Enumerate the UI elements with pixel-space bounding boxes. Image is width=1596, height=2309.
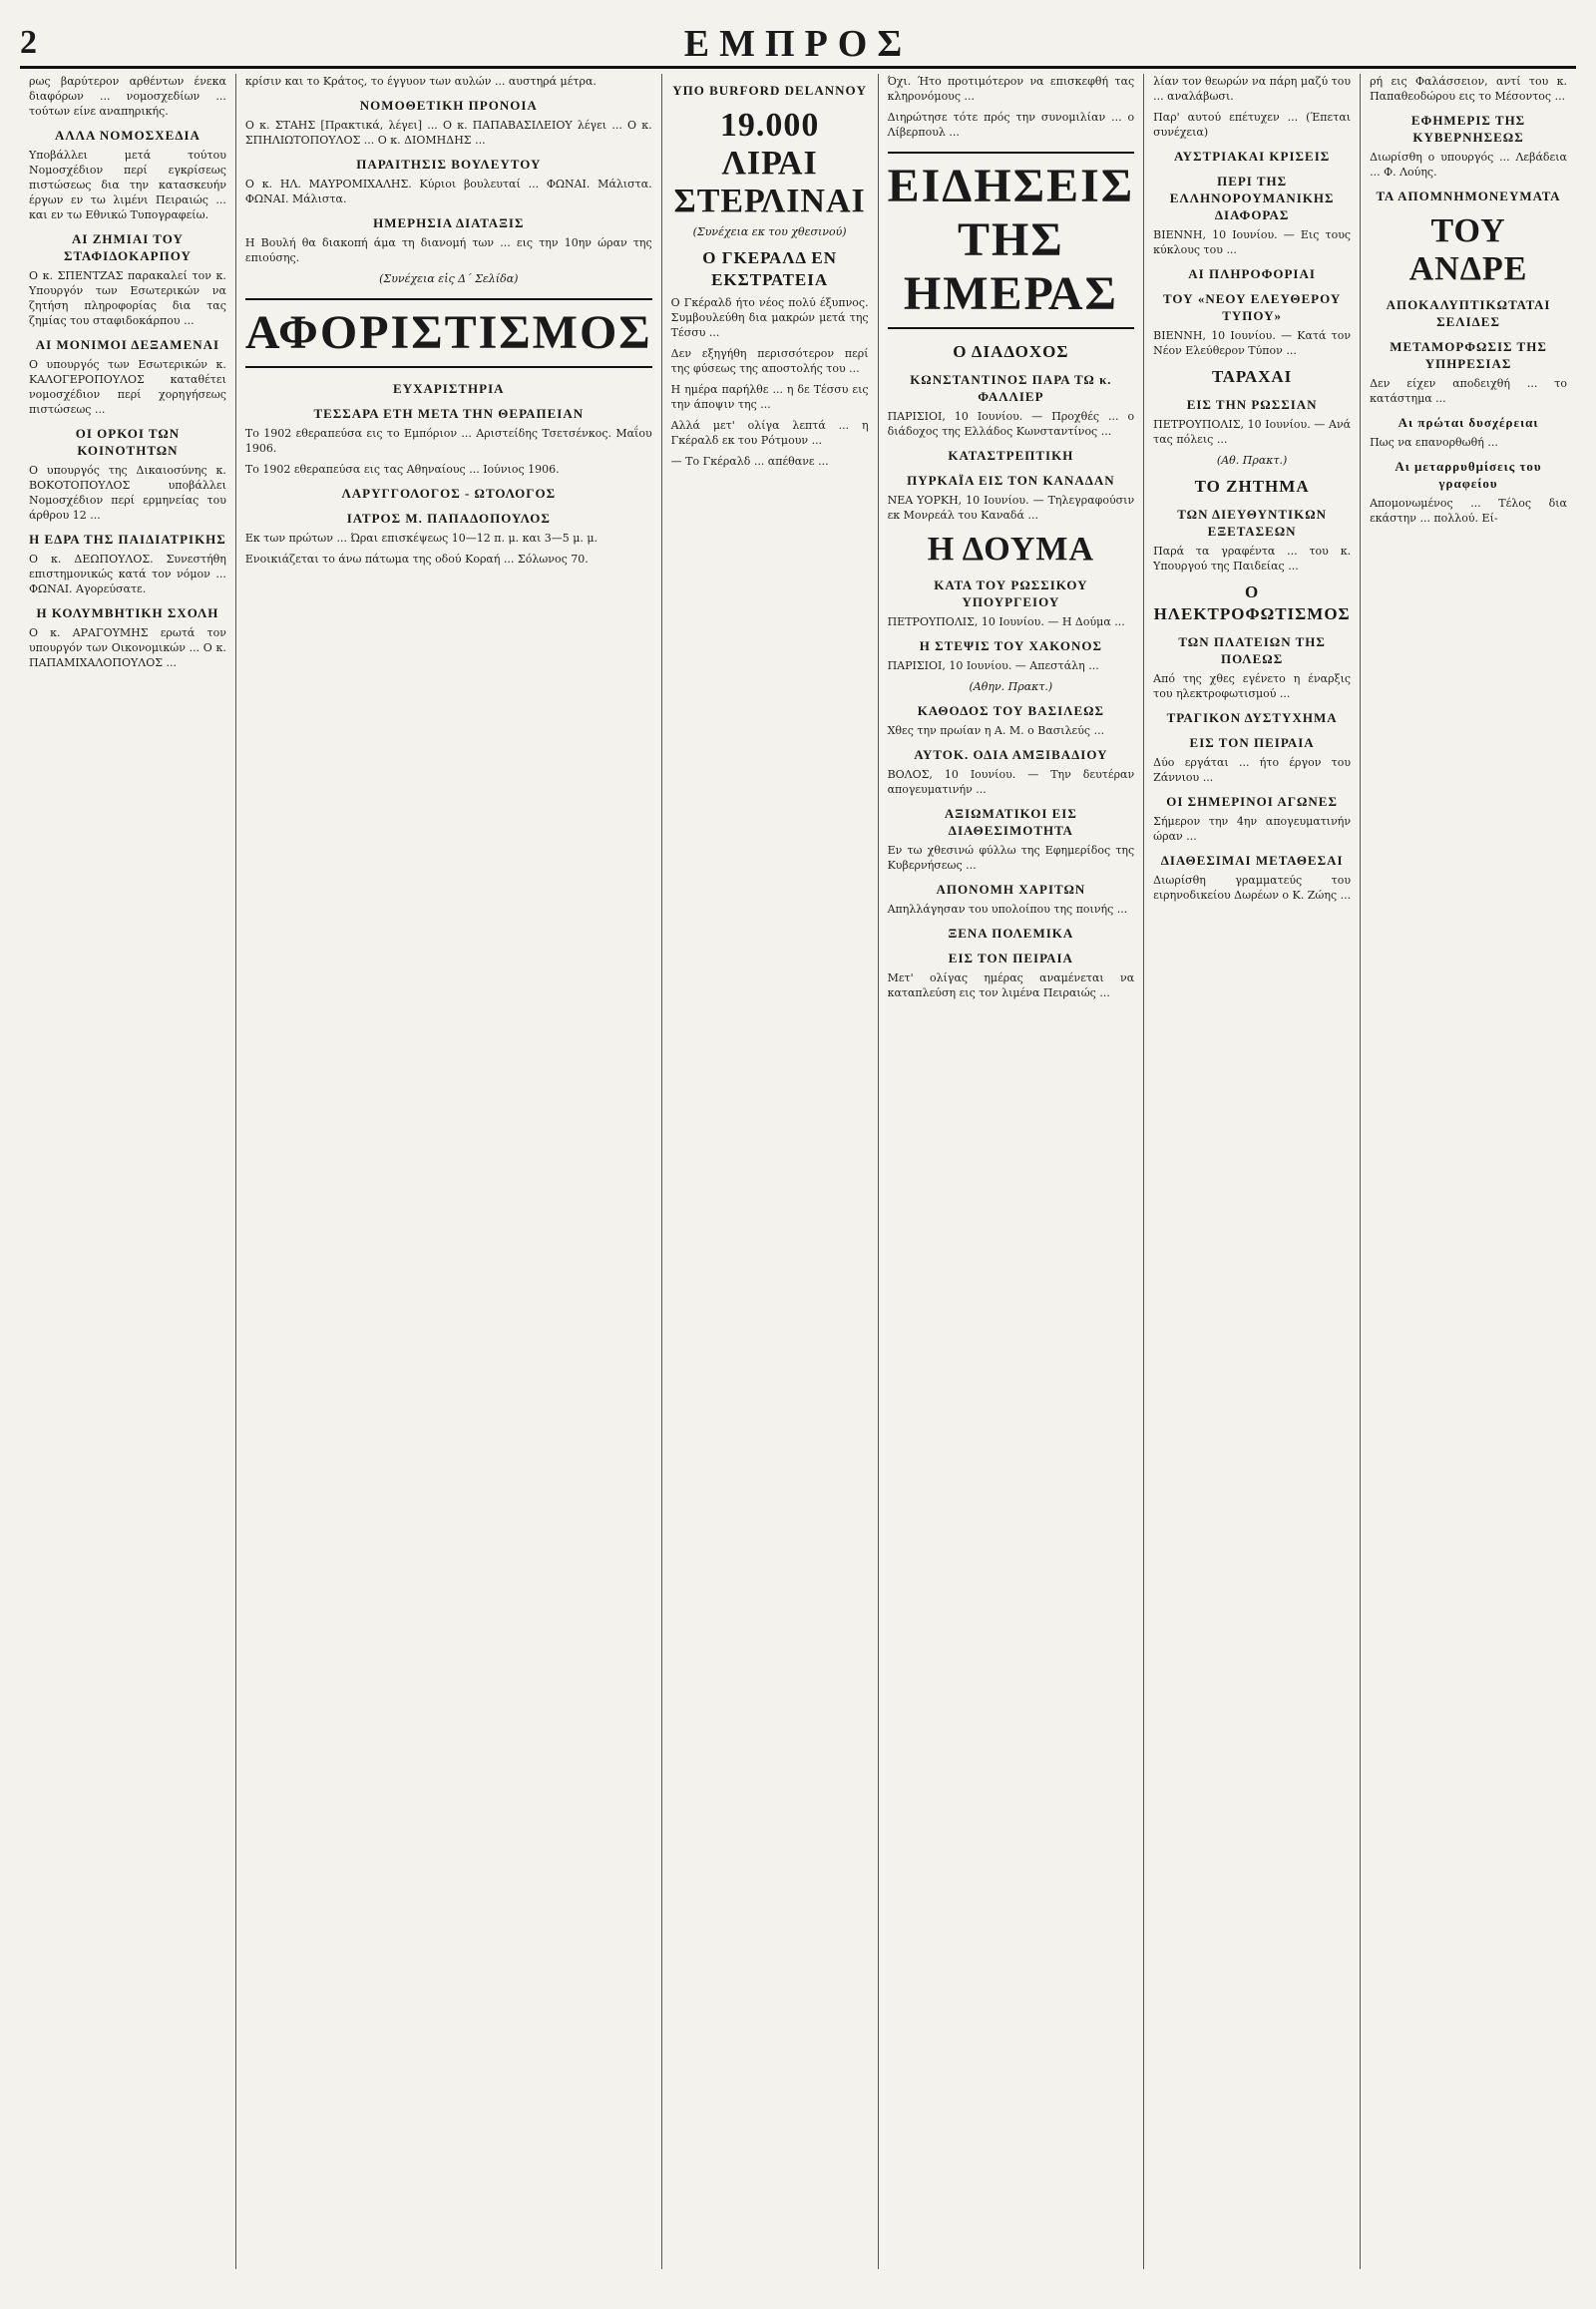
article-text: Αλλά μετ' ολίγα λεπτά ... η Γκέραλδ εκ του Ρότμουν ...	[670, 419, 869, 447]
article-text: ΠΑΡΙΣΙΟΙ, 10 Ιουνίου. — Προχθές ... ο διάδοχος της Ελλάδος Κωνσταντίνος ...	[887, 410, 1135, 438]
article-text: Ο κ. ΔΕΩΠΟΥΛΟΣ. Συνεστήθη επιστημονικώς κατά τον νόμον ... ΦΩΝΑΙ. Αγορεύσατε.	[29, 553, 226, 595]
article-text: Απηλλάγησαν του υπολοίπου της ποινής ...	[887, 903, 1128, 916]
subheading: ΕΦΗΜΕΡΙΣ ΤΗΣ ΚΥΒΕΡΝΗΣΕΩΣ	[1410, 113, 1526, 145]
article-text: Ο κ. ΗΛ. ΜΑΥΡΟΜΙΧΑΛΗΣ. Κύριοι βουλευταί ... ΦΩΝΑΙ. Μάλιστα. ΦΩΝΑΙ. Μάλιστα.	[244, 178, 652, 205]
article-text: Παρ' αυτού επέτυχεν ... (Έπεται συνέχεια)	[1153, 111, 1352, 139]
article-text: ΠΕΤΡΟΥΠΟΛΙΣ, 10 Ιουνίου. — Η Δούμα ...	[887, 615, 1125, 628]
article-text: Χθες την πρωίαν η Α. Μ. ο Βασιλεύς ...	[887, 724, 1105, 737]
masthead	[20, 20, 1576, 69]
subheading: ΕΙΣ ΤΗΝ ΡΩΣΣΙΑΝ	[1186, 397, 1318, 412]
subheading: ΜΕΤΑΜΟΡΦΩΣΙΣ ΤΗΣ ΥΠΗΡΕΣΙΑΣ	[1390, 339, 1547, 371]
subheading: ΔΙΑΘΕΣΙΜΑΙ ΜΕΤΑΘΕΣΑΙ	[1160, 853, 1344, 868]
subheading: ΑΙ ΖΗΜΙΑΙ ΤΟΥ ΣΤΑΦΙΔΟΚΑΡΠΟΥ	[64, 231, 192, 263]
subheading: ΑΞΙΩΜΑΤΙΚΟΙ ΕΙΣ ΔΙΑΘΕΣΙΜΟΤΗΤΑ	[944, 806, 1077, 838]
headline: 19.000 ΛΙΡΑΙ ΣΤΕΡΛΙΝΑΙ	[673, 107, 866, 219]
article-text: Δεν εξηγήθη περισσότερον περί της φύσεως της αποστολής του ...	[670, 347, 869, 375]
article-text: Υποβάλλει μετά τούτου Νομοσχέδιον περί εγκρίσεως πιστώσεως δια την κατασκευήν έργων εν τω λιμένι Πειραιώς ... και εν τω Εθνικώ Τυπογραφείω.	[29, 149, 226, 221]
article-text: Ο υπουργός της Δικαιοσύνης κ. ΒΟΚΟΤΟΠΟΥΛΟΣ υποβάλλει Νομοσχέδιον περί ερμηνείας του άρθρου 12 ...	[29, 464, 226, 522]
column-4	[879, 74, 1145, 2269]
article-text: ΒΙΕΝΝΗ, 10 Ιουνίου. — Εις τους κύκλους του ...	[1153, 228, 1352, 256]
subheading: ΠΕΡΙ ΤΗΣ ΕΛΛΗΝΟΡΟΥΜΑΝΙΚΗΣ ΔΙΑΦΟΡΑΣ	[1169, 174, 1335, 222]
article-text: κρίσιν και το Κράτος, το έγγυον των αυλών ... αυστηρά μέτρα.	[244, 75, 597, 88]
subheading: ΕΙΣ ΤΟΝ ΠΕΙΡΑΙΑ	[1189, 735, 1315, 750]
subheading: Η ΚΟΛΥΜΒΗΤΙΚΗ ΣΧΟΛΗ	[36, 605, 219, 620]
subheading: ΚΩΝΣΤΑΝΤΙΝΟΣ ΠΑΡΑ ΤΩ κ. ΦΑΛΛΙΕΡ	[910, 372, 1112, 404]
page-number: 2	[20, 24, 37, 61]
section-banner: ΕΙΔΗΣΕΙΣ ΤΗΣ ΗΜΕΡΑΣ	[888, 152, 1135, 329]
headline: Ο ΗΛΕΚΤΡΟΦΩΤΙΣΜΟΣ	[1153, 582, 1351, 623]
subheading: ΚΑΤΑ ΤΟΥ ΡΩΣΣΙΚΟΥ ΥΠΟΥΡΓΕΙΟΥ	[934, 577, 1088, 609]
article-text: ΠΑΡΙΣΙΟΙ, 10 Ιουνίου. — Απεστάλη ...	[887, 659, 1099, 672]
article-text: λίαν τον θεωρών να πάρη μαζύ του ... αναλάβωσι.	[1153, 75, 1352, 103]
subheading: ΟΙ ΟΡΚΟΙ ΤΩΝ ΚΟΙΝΟΤΗΤΩΝ	[75, 426, 181, 458]
article-text: Διωρίσθη ο υπουργός ... Λεβάδεια ... Φ. Λούης.	[1370, 151, 1567, 179]
article-text: Δεν είχεν αποδειχθή ... το κατάστημα ...	[1370, 377, 1567, 405]
article-text: ΒΟΛΟΣ, 10 Ιουνίου. — Την δευτέραν απογευματινήν ...	[887, 768, 1135, 796]
article-text: ρως βαρύτερον αρθέντων ένεκα διαφόρων ... νομοσχεδίων ... τούτων είνε αναπηρικής.	[29, 75, 226, 118]
article-text: Ο κ. ΑΡΑΓΟΥΜΗΣ ερωτά τον υπουργόν των Οικονομικών ... Ο κ. ΠΑΠΑΜΙΧΑΛΟΠΟΥΛΟΣ ...	[29, 626, 226, 669]
article-note: (Συνέχεια εἰς Δ΄ Σελίδα)	[379, 272, 519, 285]
subheading: ΤΩΝ ΔΙΕΥΘΥΝΤΙΚΩΝ ΕΞΕΤΑΣΕΩΝ	[1177, 507, 1327, 539]
subheading: Η ΣΤΕΨΙΣ ΤΟΥ ΧΑΚΟΝΟΣ	[919, 638, 1102, 653]
column-5	[1144, 74, 1361, 2269]
subheading: ΑΙ ΜΟΝΙΜΟΙ ΔΕΞΑΜΕΝΑΙ	[35, 337, 220, 352]
subheading: ΤΕΣΣΑΡΑ ΕΤΗ ΜΕΤΑ ΤΗΝ ΘΕΡΑΠΕΙΑΝ	[313, 406, 585, 421]
newspaper-title: ΕΜΠΡΟΣ	[683, 23, 913, 65]
subheading: ΑΠΟΝΟΜΗ ΧΑΡΙΤΩΝ	[936, 882, 1086, 897]
subheading: ΕΥΧΑΡΙΣΤΗΡΙΑ	[393, 381, 505, 396]
subheading: ΤΑ ΑΠΟΜΝΗΜΟΝΕΥΜΑΤΑ	[1376, 189, 1561, 203]
subheading: Αι πρώται δυσχέρειαι	[1397, 415, 1539, 430]
subheading: ΝΟΜΟΘΕΤΙΚΗ ΠΡΟΝΟΙΑ	[359, 98, 538, 113]
column-1	[20, 74, 236, 2269]
article-text: Απομονωμένος ... Τέλος δια εκάστην ... πολλού. Εί-	[1370, 497, 1567, 525]
column-6	[1361, 74, 1576, 2269]
article-text: Δύο εργάται ... ήτο έργον του Ζάννιου ...	[1153, 756, 1352, 784]
article-text: Μετ' ολίγας ημέρας αναμένεται να καταπλεύση εις τον λιμένα Πειραιώς ...	[887, 971, 1135, 999]
article-text: Εκ των πρώτων ... Ώραι επισκέψεως 10—12 π. μ. και 3—5 μ. μ.	[244, 532, 598, 545]
article-text: ρή εις Φαλάσσειον, αντί του κ. Παπαθεοδώρου εις το Μέσοντος ...	[1370, 75, 1567, 103]
article-text: Διηρώτησε τότε πρός την συνομιλίαν ... ο Λίβερπουλ ...	[887, 111, 1135, 139]
article-text: Η ημέρα παρήλθε ... η δε Τέσσυ εις την άποψιν της ...	[670, 383, 869, 411]
article-text: Διωρίσθη γραμματεύς του ειρηνοδικείου Δωρέων ο Κ. Ζώης ...	[1153, 874, 1352, 902]
headline: ΤΟ ΖΗΤΗΜΑ	[1194, 477, 1310, 496]
column-2	[236, 74, 662, 2269]
subheading: ΛΑΡΥΓΓΟΛΟΓΟΣ - ΩΤΟΛΟΓΟΣ	[341, 486, 557, 501]
subheading: Η ΕΔΡΑ ΤΗΣ ΠΑΙΔΙΑΤΡΙΚΗΣ	[29, 532, 226, 547]
article-text: Ενοικιάζεται το άνω πάτωμα της οδού Κοραή ... Σόλωνος 70.	[244, 553, 589, 566]
article-text: Παρά τα γραφέντα ... του κ. Υπουργού της Παιδείας ...	[1153, 545, 1352, 573]
article-text: Από της χθες εγένετο η έναρξις του ηλεκτροφωτισμού ...	[1153, 672, 1352, 700]
section-banner: ΑΦΟΡΙΣΤΙΣΜΟΣ	[245, 298, 652, 368]
subheading: ΑΛΛΑ ΝΟΜΟΣΧΕΔΙΑ	[54, 128, 200, 143]
headline: Η ΔΟΥΜΑ	[927, 531, 1095, 568]
subheading: ΑΙ ΠΛΗΡΟΦΟΡΙΑΙ	[1188, 266, 1316, 281]
article-note: (Συνέχεια εκ του χθεσινού)	[692, 225, 847, 238]
article-note: (Αθ. Πρακτ.)	[1216, 454, 1288, 467]
subheading: ΙΑΤΡΟΣ Μ. ΠΑΠΑΔΟΠΟΥΛΟΣ	[346, 511, 551, 526]
article-text: — Το Γκέραλδ ... απέθανε ...	[670, 455, 829, 468]
article-text: Ο κ. ΣΠΕΝΤΖΑΣ παρακαλεί τον κ. Υπουργόν των Εσωτερικών να ζητήση πληροφορίας δια τας ζημίας του σταφιδοκάρπου ...	[29, 269, 226, 327]
article-text: Όχι. Ήτο προτιμότερον να επισκεφθή τας κληρονόμους ...	[887, 75, 1135, 103]
article-text: ΠΕΤΡΟΥΠΟΛΙΣ, 10 Ιουνίου. — Ανά τας πόλεις ...	[1153, 418, 1352, 446]
article-text: ΒΙΕΝΝΗ, 10 Ιουνίου. — Κατά τον Νέον Ελεύθερον Τύπον ...	[1153, 329, 1352, 357]
subheading: ΤΩΝ ΠΛΑΤΕΙΩΝ ΤΗΣ ΠΟΛΕΩΣ	[1178, 634, 1326, 666]
headline: ΤΟΥ ΑΝΔΡΕ	[1408, 212, 1528, 287]
subheading: ΟΙ ΣΗΜΕΡΙΝΟΙ ΑΓΩΝΕΣ	[1166, 794, 1338, 809]
subheading: ΚΑΘΟΔΟΣ ΤΟΥ ΒΑΣΙΛΕΩΣ	[917, 703, 1105, 718]
subheading: ΠΑΡΑΙΤΗΣΙΣ ΒΟΥΛΕΥΤΟΥ	[356, 157, 542, 172]
article-text: Σήμερον την 4ην απογευματινήν ώραν ...	[1153, 815, 1352, 843]
subheading: ΞΕΝΑ ΠΟΛΕΜΙΚΑ	[948, 926, 1074, 941]
article-text: Εν τω χθεσινώ φύλλω της Εφημερίδος της Κυβερνήσεως ...	[887, 844, 1135, 872]
subheading: ΑΠΟΚΑΛΥΠΤΙΚΩΤΑΤΑΙ ΣΕΛΙΔΕΣ	[1386, 297, 1551, 329]
article-text: Ο Γκέραλδ ήτο νέος πολύ έξυπνος. Συμβουλεύθη δια μακρών μετά της Τέσσυ ...	[670, 296, 869, 339]
subheading: ΑΥΤΟΚ. ΟΔΙΑ ΑΜΞΙΒΑΔΙΟΥ	[914, 747, 1108, 762]
subheading: ΥΠΟ BURFORD DELANNOY	[672, 83, 868, 98]
subheading: ΚΑΤΑΣΤΡΕΠΤΙΚΗ	[948, 448, 1074, 463]
columns	[20, 74, 1576, 2269]
subheading: ΕΙΣ ΤΟΝ ΠΕΙΡΑΙΑ	[948, 951, 1073, 965]
article-text: Το 1902 εθεραπεύσα εις τας Αθηναίους ... Ιούνιος 1906.	[244, 463, 560, 476]
article-text: Η Βουλή θα διακοπή άμα τη διανομή των ... εις την 10ην ώραν της επιούσης.	[244, 236, 652, 264]
article-text: Το 1902 εθεραπεύσα εις το Εμπόριον ... Αριστείδης Τσετσένκος. Μαΐου 1906.	[244, 427, 652, 455]
headline: Ο ΓΚΕΡΑΛΔ ΕΝ ΕΚΣΤΡΑΤΕΙΑ	[702, 248, 838, 289]
subheading: ΑΥΣΤΡΙΑΚΑΙ ΚΡΙΣΕΙΣ	[1173, 149, 1331, 164]
headline: Ο ΔΙΑΔΟΧΟΣ	[953, 342, 1069, 361]
article-text: Ο κ. ΣΤΑΗΣ [Πρακτικά, λέγει] ... Ο κ. ΠΑΠΑΒΑΣΙΛΕΙΟΥ λέγει ... Ο κ. ΣΠΗΛΙΩΤΟΠΟΥΛΟΣ ... Ο κ. ΔΙΟΜΗΔΗΣ ...	[244, 119, 652, 147]
headline: ΤΑΡΑΧΑΙ	[1211, 367, 1293, 386]
subheading: ΗΜΕΡΗΣΙΑ ΔΙΑΤΑΞΙΣ	[373, 215, 525, 230]
subheading: ΤΟΥ «ΝΕΟΥ ΕΛΕΥΘΕΡΟΥ ΤΥΠΟΥ»	[1162, 291, 1342, 323]
article-text: Ο υπουργός των Εσωτερικών κ. ΚΑΛΟΓΕΡΟΠΟΥΛΟΣ καταθέτει νομοσχέδιον περί χορηγήσεως πιστώσεως ...	[29, 358, 226, 416]
newspaper-page	[20, 20, 1576, 2269]
subheading: Αι μεταρρυθμίσεις του γραφείου	[1395, 459, 1542, 491]
subheading: ΠΥΡΚΑΪΑ ΕΙΣ ΤΟΝ ΚΑΝΑΔΑΝ	[907, 473, 1115, 488]
article-note: (Αθην. Πρακτ.)	[969, 680, 1053, 693]
article-text: Πως να επανορθωθή ...	[1370, 436, 1498, 449]
subheading: ΤΡΑΓΙΚΟΝ ΔΥΣΤΥΧΗΜΑ	[1166, 710, 1338, 725]
column-3	[662, 74, 879, 2269]
article-text: ΝΕΑ ΥΟΡΚΗ, 10 Ιουνίου. — Τηλεγραφούσιν εκ Μονρεάλ του Καναδά ...	[887, 494, 1135, 522]
